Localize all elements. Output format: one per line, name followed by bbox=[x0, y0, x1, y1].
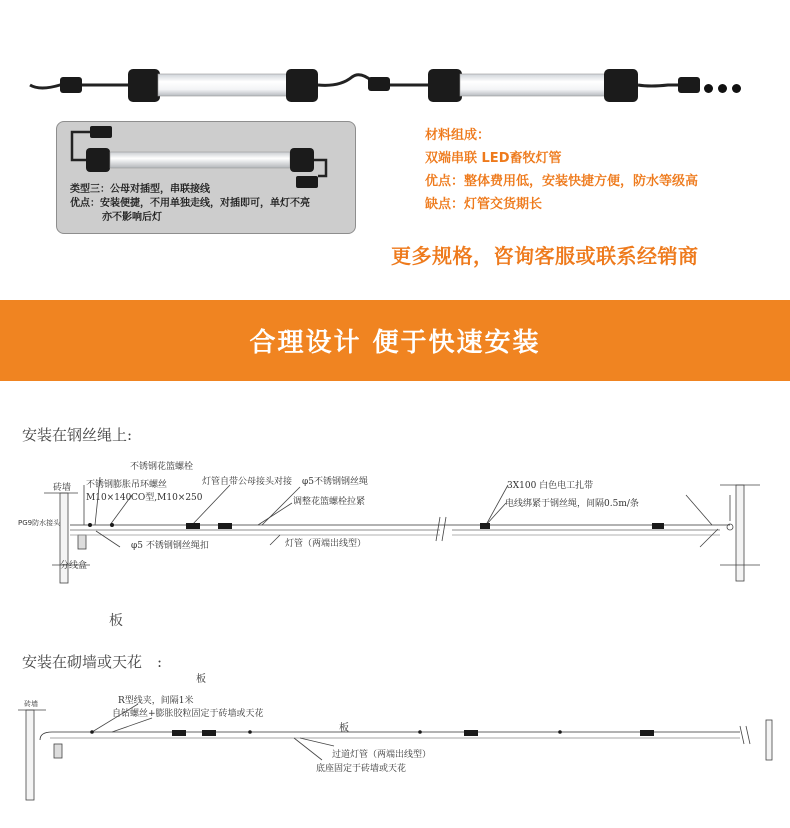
advantages-line: 优点：整体费用低，安装快捷方便，防水等级高 bbox=[425, 174, 699, 189]
feature-list bbox=[425, 124, 698, 216]
section-banner bbox=[0, 300, 790, 381]
product-strip bbox=[0, 55, 790, 110]
ellipsis-dot bbox=[718, 84, 727, 93]
board-label-1: 板 bbox=[109, 613, 123, 629]
label-wire-clip: φ5 不锈钢钢丝绳扣 bbox=[131, 541, 209, 551]
ellipsis-dots bbox=[704, 78, 746, 92]
label-adjust-bolt: 调整花篮螺栓拉紧 bbox=[293, 497, 366, 507]
label-junction-box: 分线盒 bbox=[60, 561, 88, 571]
end-cap-1b bbox=[286, 69, 318, 102]
label-tube: 灯管（两端出线型） bbox=[285, 539, 367, 549]
end-cap-2b bbox=[604, 69, 638, 102]
label-board-top: 板 bbox=[196, 674, 206, 685]
end-cap-2a bbox=[428, 69, 462, 102]
card-text bbox=[70, 183, 310, 225]
label-basket-bolt: 不锈钢花篮螺栓 bbox=[130, 462, 194, 472]
pros-line-1: 优点：安装便捷，不用单独走线，对插即可，单灯不亮 bbox=[70, 198, 310, 209]
label-steel-wire: φ5不锈钢钢丝绳 bbox=[302, 477, 369, 487]
label-base-fixed: 底座固定于砖墙或天花 bbox=[316, 764, 407, 774]
label-pass-tube: 过道灯管（两端出线型） bbox=[332, 750, 432, 760]
end-cap-1a bbox=[128, 69, 160, 102]
label-male-female: 灯管自带公母接头对接 bbox=[202, 477, 293, 487]
type-label: 类型三：公母对插型，串联接线 bbox=[70, 184, 210, 195]
wire-install-diagram bbox=[0, 455, 790, 585]
tube-2 bbox=[460, 74, 606, 96]
label-r-clip: R型线夹，间隔1米 bbox=[118, 696, 194, 706]
banner-title: 合理设计 便于快速安装 bbox=[249, 328, 541, 358]
wire-install-heading: 安装在钢丝绳上: bbox=[22, 426, 133, 444]
ellipsis-dot bbox=[704, 84, 713, 93]
label-self-tap: 自钻螺丝+膨胀胶粒固定于砖墙或天花 bbox=[112, 709, 264, 719]
ellipsis-dot bbox=[732, 84, 741, 93]
series-line: 双端串联 LED畜牧灯管 bbox=[425, 151, 562, 166]
material-heading: 材料组成： bbox=[425, 128, 491, 143]
label-m10x140: M10×140 bbox=[86, 493, 132, 503]
label-brick-wall-2: 砖墙 bbox=[24, 700, 38, 708]
label-expansion-hook: 不锈钢膨胀吊环螺丝 bbox=[86, 480, 168, 490]
pros-line-2: 亦不影响后灯 bbox=[102, 212, 162, 223]
tube-1 bbox=[158, 74, 288, 96]
disadvantages-line: 缺点：灯管交货期长 bbox=[425, 197, 543, 212]
label-tie-spacing: 电线绑紧于钢丝绳，间隔0.5m/条 bbox=[505, 499, 639, 509]
male-plug-left bbox=[60, 77, 82, 93]
male-plug-right bbox=[678, 77, 700, 93]
label-pg9: PG9防水接头 bbox=[18, 519, 61, 527]
label-co-type: CO型,M10×250 bbox=[131, 493, 203, 503]
more-specs-text: 更多规格，咨询客服或联系经销商 bbox=[391, 244, 699, 268]
label-brick-wall: 砖墙 bbox=[53, 483, 72, 493]
wall-install-heading: 安装在砌墙或天花 : bbox=[22, 653, 163, 671]
label-cable-tie: 3X100 白色电工扎带 bbox=[507, 481, 594, 491]
label-board-mid: 板 bbox=[339, 723, 349, 734]
tube-chain-illustration bbox=[0, 55, 790, 110]
